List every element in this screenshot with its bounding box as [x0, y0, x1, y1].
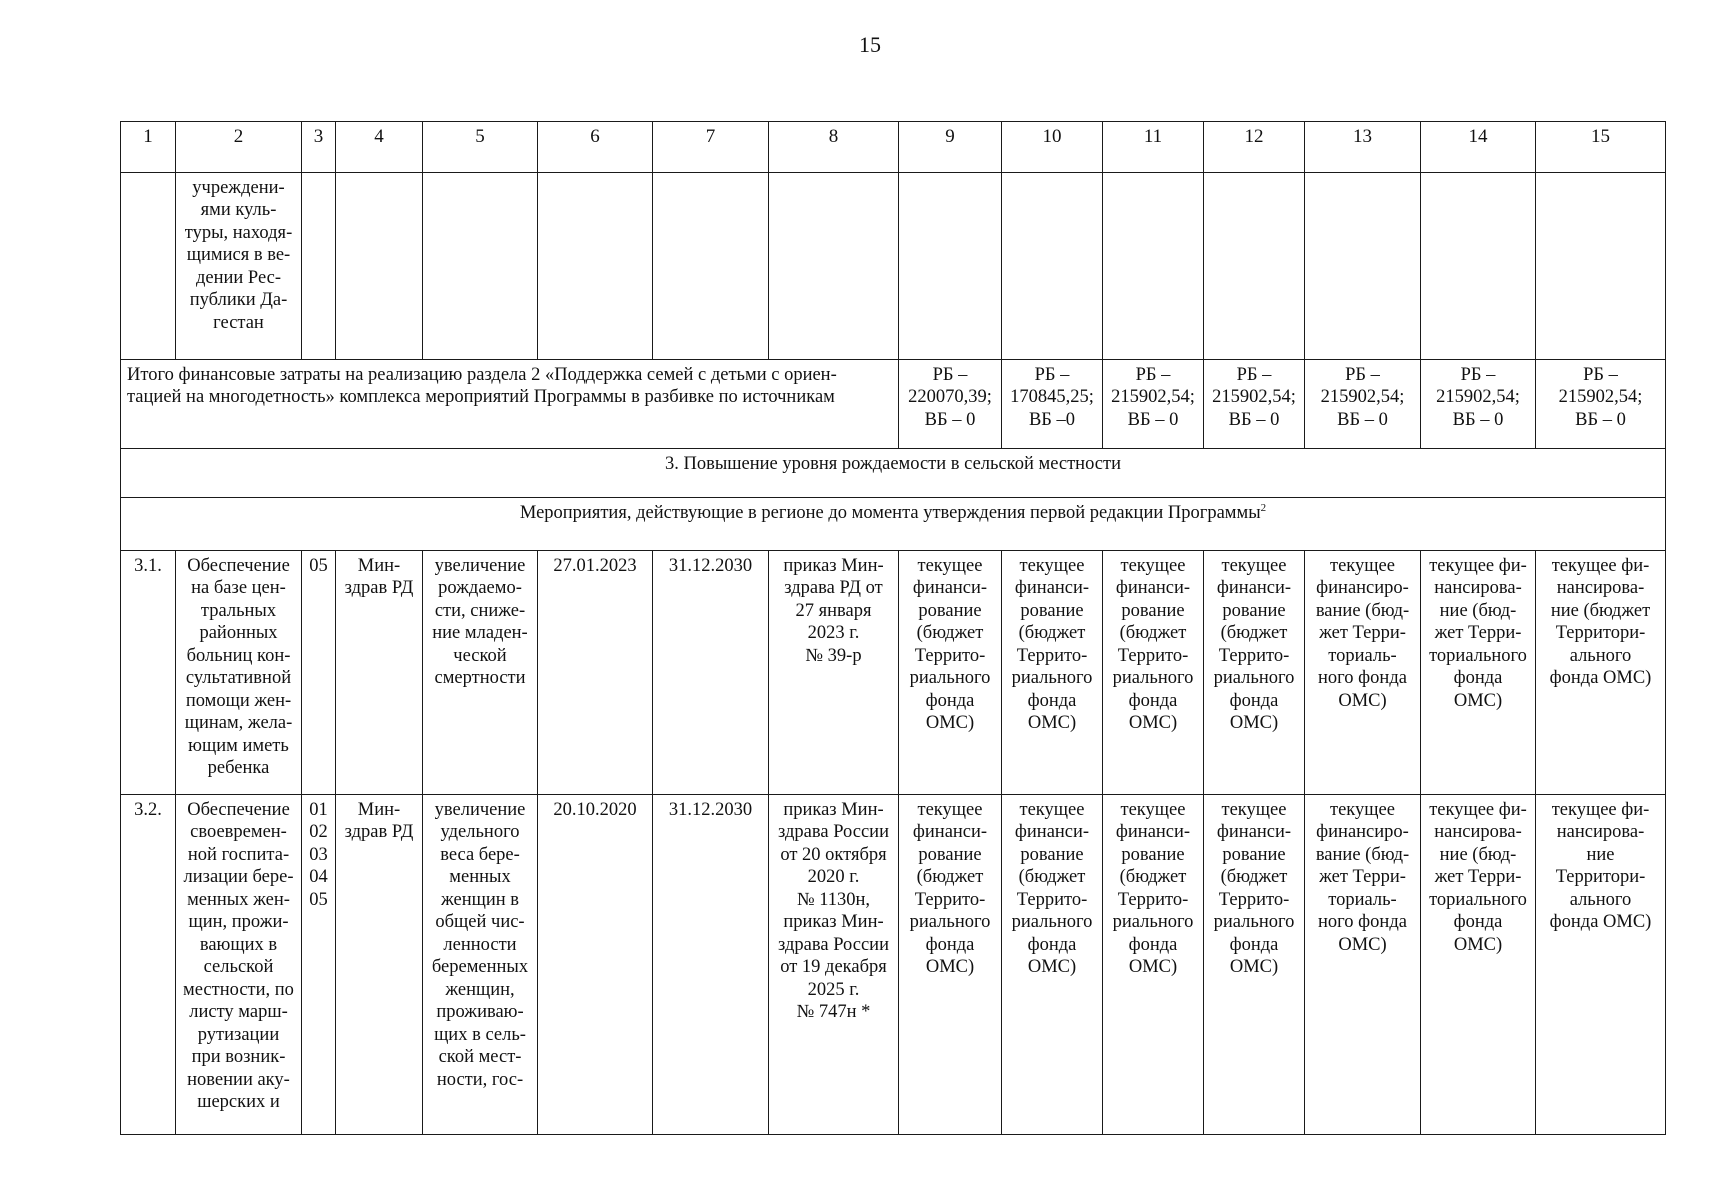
financing: текущее финанси- рование (бюджет Террито- риального фонда ОМС) — [909, 555, 991, 734]
table-cell — [769, 550, 899, 794]
header-cell: 12 — [1204, 122, 1305, 173]
section-subtitle-cell — [121, 498, 1666, 551]
table-cell — [1536, 172, 1666, 359]
table-cell — [302, 550, 336, 794]
header-cell: 8 — [769, 122, 899, 173]
financing: текущее финанси- рование (бюджет Террито- риального фонда ОМС) — [1213, 555, 1295, 734]
header-cell: 3 — [302, 122, 336, 173]
header-cell: 4 — [336, 122, 423, 173]
table-cell — [1305, 794, 1421, 1134]
table-cell — [302, 794, 336, 1134]
header-cell: 11 — [1103, 122, 1204, 173]
table-cell — [1421, 794, 1536, 1134]
table-cell — [769, 794, 899, 1134]
table-cell — [1204, 550, 1305, 794]
header-cell: 9 — [899, 122, 1002, 173]
financing: текущее финанси- рование (бюджет Террито- риального фонда ОМС) — [909, 799, 991, 978]
total-label: Итого финансовые затраты на реализацию раздела 2 «Поддержка семей с детьми с ориен- тацией на многодетность» комплекса мероприятий Программы в разбивке по источникам — [127, 364, 837, 408]
table-cell — [176, 172, 302, 359]
footnote-mark: 2 — [1260, 502, 1267, 515]
header-cell: 14 — [1421, 122, 1536, 173]
table-row — [121, 794, 1666, 1134]
table-row — [121, 550, 1666, 794]
table-cell — [423, 550, 538, 794]
measure-code: 05 — [309, 555, 328, 576]
start-date: 27.01.2023 — [538, 550, 653, 794]
page-number: 15 — [859, 32, 881, 57]
table-cell — [769, 172, 899, 359]
table-cell — [1002, 172, 1103, 359]
table-cell — [1103, 550, 1204, 794]
total-row — [121, 359, 1666, 448]
financing: текущее фи- нансирова- ние (бюджет Территори- ального фонда ОМС) — [1549, 555, 1652, 689]
executor: Мин- здрав РД — [344, 555, 414, 599]
measure-name: Обеспечение своевремен- ной госпита- лизации бере- менных жен- щин, прожи- вающих в сельской местности, по листу марш- рутизации при возник- новении аку- шерских и — [183, 799, 294, 1113]
table-cell — [336, 550, 423, 794]
financing: текущее финанси- рование (бюджет Террито- риального фонда ОМС) — [1213, 799, 1295, 978]
legal-basis: приказ Мин- здрава России от 20 октября 2020 г. № 1130н, приказ Мин- здрава России от 19 декабря 2025 г. № 747н * — [778, 799, 889, 1023]
table-cell — [1002, 550, 1103, 794]
total-value-cell — [1305, 359, 1421, 448]
expected-result: увеличение удельного веса бере- менных женщин в общей чис- ленности беременных женщин, проживаю- щих в сель- ской мест- ности, гос- — [431, 799, 529, 1090]
financing: текущее финансиро- вание (бюд- жет Терри- ториаль- ного фонда ОМС) — [1315, 555, 1410, 711]
section-subtitle: Мероприятия, действующие в регионе до момента утверждения первой редакции Программы — [519, 503, 1261, 524]
total-value: РБ – 215902,54; ВБ – 0 — [1558, 364, 1643, 430]
table-cell — [1421, 550, 1536, 794]
table-cell — [423, 794, 538, 1134]
financing: текущее фи- нансирова- ние (бюд- жет Терри- ториального фонда ОМС) — [1429, 799, 1527, 955]
header-cell: 7 — [653, 122, 769, 173]
table-cell — [1103, 794, 1204, 1134]
table-cell — [653, 172, 769, 359]
financing: текущее финанси- рование (бюджет Террито- риального фонда ОМС) — [1112, 555, 1194, 734]
total-value: РБ – 220070,39; ВБ – 0 — [908, 364, 992, 430]
header-cell: 15 — [1536, 122, 1666, 173]
continuation-row — [121, 172, 1666, 359]
table-cell — [176, 550, 302, 794]
financing: текущее фи- нансирова- ние (бюд- жет Терри- ториального фонда ОМС) — [1429, 555, 1527, 711]
table-cell — [899, 550, 1002, 794]
total-value: РБ – 170845,25; ВБ –0 — [1010, 364, 1094, 430]
financing: текущее финанси- рование (бюджет Террито- риального фонда ОМС) — [1112, 799, 1194, 978]
header-cell: 10 — [1002, 122, 1103, 173]
financing: текущее финанси- рование (бюджет Террито- риального фонда ОМС) — [1011, 555, 1093, 734]
table-cell — [1305, 550, 1421, 794]
table-cell — [336, 172, 423, 359]
total-value-cell — [1002, 359, 1103, 448]
table-cell — [538, 172, 653, 359]
financing: текущее финанси- рование (бюджет Террито- риального фонда ОМС) — [1011, 799, 1093, 978]
total-value: РБ – 215902,54; ВБ – 0 — [1436, 364, 1520, 430]
total-value-cell — [1103, 359, 1204, 448]
column-number-header — [121, 122, 1666, 173]
table-cell — [1421, 172, 1536, 359]
table-cell — [121, 172, 176, 359]
total-value: РБ – 215902,54; ВБ – 0 — [1320, 364, 1405, 430]
header-cell: 13 — [1305, 122, 1421, 173]
total-value-cell — [1536, 359, 1666, 448]
table-cell — [176, 794, 302, 1134]
header-cell: 1 — [121, 122, 176, 173]
total-value-cell — [899, 359, 1002, 448]
continuation-name: учреждени- ями куль- туры, находя- щимися в ве- дении Рес- публики Да- гестан — [184, 177, 293, 333]
financing: текущее фи- нансирова- ние Территори- ального фонда ОМС) — [1549, 799, 1652, 933]
table-cell — [423, 172, 538, 359]
measure-code: 01 02 03 04 05 — [309, 799, 328, 910]
table-cell — [1536, 794, 1666, 1134]
table-cell — [899, 172, 1002, 359]
table-cell — [1204, 172, 1305, 359]
end-date: 31.12.2030 — [653, 794, 769, 1134]
row-number: 3.2. — [121, 794, 176, 1134]
executor: Мин- здрав РД — [344, 799, 414, 843]
end-date: 31.12.2030 — [653, 550, 769, 794]
header-cell: 6 — [538, 122, 653, 173]
table-cell — [1002, 794, 1103, 1134]
header-cell: 5 — [423, 122, 538, 173]
expected-result: увеличение рождаемо- сти, сниже- ние младен- ческой смертности — [432, 555, 528, 689]
section-title: 3. Повышение уровня рождаемости в сельской местности — [121, 448, 1666, 498]
table-cell — [1204, 794, 1305, 1134]
legal-basis: приказ Мин- здрава РД от 27 января 2023 г. № 39-р — [783, 555, 884, 666]
table-cell — [899, 794, 1002, 1134]
header-cell: 2 — [176, 122, 302, 173]
measure-name: Обеспечение на базе цен- тральных районных больниц кон- сультативной помощи жен- щинам, жела- ющим иметь ребенка — [184, 555, 293, 779]
table-cell — [1536, 550, 1666, 794]
total-value-cell — [1421, 359, 1536, 448]
start-date: 20.10.2020 — [538, 794, 653, 1134]
total-label-cell — [121, 359, 899, 448]
table-cell — [1305, 172, 1421, 359]
program-table — [120, 121, 1666, 1135]
table-cell — [1103, 172, 1204, 359]
financing: текущее финансиро- вание (бюд- жет Терри- ториаль- ного фонда ОМС) — [1315, 799, 1410, 955]
section-subtitle-row — [121, 498, 1666, 551]
section-title-row — [121, 448, 1666, 498]
total-value-cell — [1204, 359, 1305, 448]
table-cell — [302, 172, 336, 359]
row-number: 3.1. — [121, 550, 176, 794]
total-value: РБ – 215902,54; ВБ – 0 — [1111, 364, 1195, 430]
total-value: РБ – 215902,54; ВБ – 0 — [1212, 364, 1296, 430]
table-cell — [336, 794, 423, 1134]
